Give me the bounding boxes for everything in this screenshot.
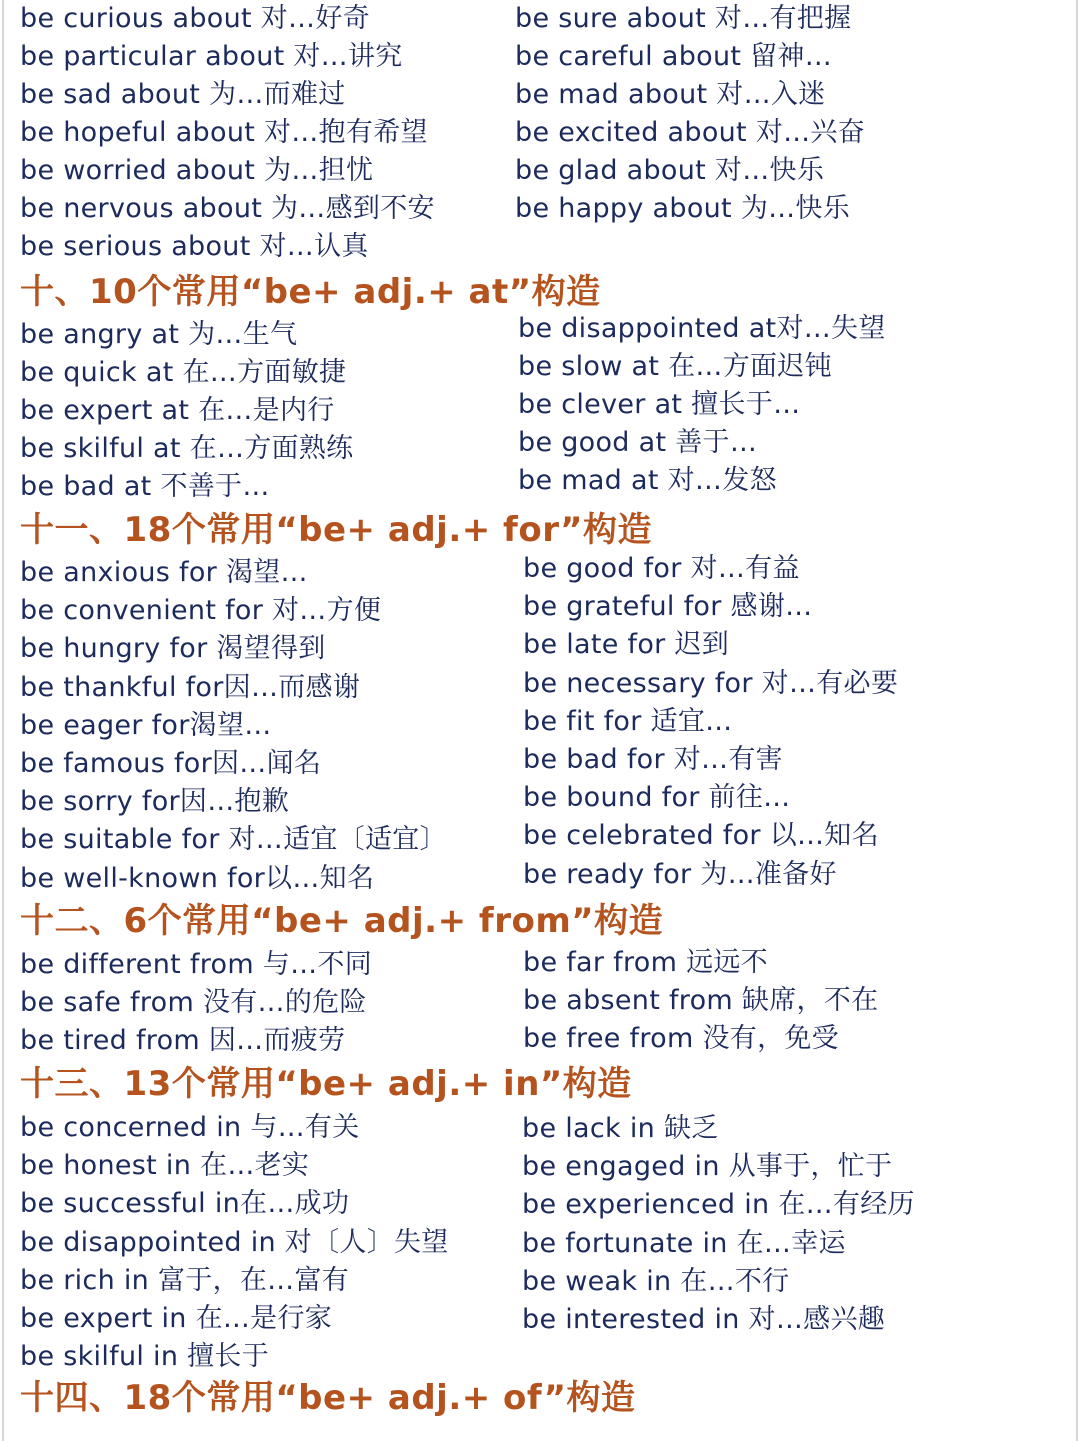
- phrase-entry: be honest in 在…老实: [20, 1150, 310, 1182]
- phrase-entry: be expert in 在…是行家: [20, 1303, 333, 1335]
- phrase-entry: be quick at 在…方面敏捷: [20, 357, 347, 388]
- phrase-entry: be interested in 对…感兴趣: [522, 1304, 886, 1336]
- phrase-entry: be mad at 对…发怒: [518, 465, 777, 496]
- phrase-entry: be bad for 对…有害: [523, 744, 783, 776]
- phrase-entry: be mad about 对…入迷: [515, 79, 826, 110]
- phrase-entry: be good at 善于…: [518, 427, 758, 458]
- from-right-column: [523, 944, 878, 1058]
- in-right-column: [522, 1110, 915, 1339]
- for-right-column: [523, 550, 898, 894]
- phrase-entry: be successful in在…成功: [20, 1188, 350, 1220]
- phrase-entry: be absent from 缺席，不在: [523, 985, 879, 1016]
- phrase-entry: be careful about 留神…: [515, 41, 833, 72]
- phrase-entry: be eager for渴望…: [20, 709, 272, 741]
- phrase-entry: be disappointed at对…失望: [518, 313, 886, 344]
- phrase-entry: be lack in 缺乏: [522, 1113, 719, 1144]
- phrase-entry: be expert at 在…是内行: [20, 395, 335, 426]
- phrase-entry: be well-known for以…知名: [20, 862, 375, 894]
- phrase-entry: be fortunate in 在…幸运: [522, 1227, 846, 1259]
- phrase-entry: be rich in 富于，在…富有: [20, 1264, 350, 1296]
- phrase-entry: be free from 没有，免受: [523, 1023, 839, 1054]
- phrase-entry: be safe from 没有…的危险: [20, 987, 367, 1018]
- phrase-entry: be different from 与…不同: [20, 949, 373, 980]
- phrase-entry: be glad about 对…快乐: [515, 155, 825, 186]
- for-left-column: [20, 554, 447, 898]
- phrase-entry: be thankful for因…而感谢: [20, 671, 361, 703]
- phrase-entry: be convenient for 对…方便: [20, 595, 382, 627]
- phrase-entry: be engaged in 从事于，忙于: [522, 1151, 893, 1183]
- phrase-entry: be sorry for因…抱歉: [20, 786, 290, 818]
- section-heading-of: 十四、18个常用“be+ adj.+ of”构造: [20, 1378, 636, 1418]
- phrase-entry: be particular about 对…讲究: [20, 41, 403, 72]
- at-right-column: [518, 310, 886, 500]
- phrase-entry: be celebrated for 以…知名: [523, 820, 879, 852]
- at-left-column: [20, 316, 353, 506]
- phrase-entry: be sure about 对…有把握: [515, 3, 852, 34]
- in-left-column: [20, 1109, 449, 1376]
- phrase-entry: be tired from 因…而疲劳: [20, 1025, 346, 1056]
- phrase-entry: be serious about 对…认真: [20, 231, 369, 262]
- phrase-entry: be weak in 在…不行: [522, 1265, 790, 1297]
- phrase-entry: be famous for因…闻名: [20, 748, 322, 780]
- phrase-entry: be anxious for 渴望…: [20, 557, 308, 588]
- section-heading-in: 十三、13个常用“be+ adj.+ in”构造: [20, 1064, 632, 1104]
- phrase-entry: be bound for 前往…: [523, 782, 791, 814]
- section-heading-from: 十二、6个常用“be+ adj.+ from”构造: [20, 901, 664, 941]
- phrase-entry: be grateful for 感谢…: [523, 591, 813, 623]
- phrase-entry: be good for 对…有益: [523, 553, 800, 584]
- phrase-entry: be hungry for 渴望得到: [20, 633, 326, 665]
- about-left-column: [20, 0, 435, 266]
- phrase-entry: be hopeful about 对…抱有希望: [20, 117, 428, 148]
- phrase-entry: be experienced in 在…有经历: [522, 1189, 915, 1221]
- section-heading-for: 十一、18个常用“be+ adj.+ for”构造: [20, 510, 652, 550]
- phrase-entry: be ready for 为…准备好: [523, 858, 837, 890]
- section-heading-at: 十、10个常用“be+ adj.+ at”构造: [20, 272, 601, 312]
- phrase-entry: be worried about 为…担忧: [20, 155, 374, 186]
- from-left-column: [20, 946, 372, 1060]
- phrase-entry: be suitable for 对…适宜〔适宜〕: [20, 824, 447, 856]
- phrase-entry: be concerned in 与…有关: [20, 1112, 360, 1143]
- phrase-entry: be nervous about 为…感到不安: [20, 193, 435, 224]
- phrase-entry: be late for 迟到: [523, 629, 730, 661]
- phrase-entry: be happy about 为…快乐: [515, 193, 851, 224]
- phrase-entry: be excited about 对…兴奋: [515, 117, 866, 148]
- phrase-entry: be sad about 为…而难过: [20, 79, 346, 110]
- phrase-entry: be skilful in 擅长于: [20, 1341, 270, 1373]
- phrase-entry: be disappointed in 对〔人〕失望: [20, 1226, 449, 1258]
- phrase-entry: be necessary for 对…有必要: [523, 667, 899, 699]
- phrase-entry: be bad at 不善于…: [20, 471, 270, 502]
- phrase-entry: be fit for 适宜…: [523, 705, 733, 737]
- phrase-entry: be far from 远远不: [523, 947, 768, 978]
- phrase-entry: be angry at 为…生气: [20, 319, 298, 350]
- phrase-entry: be curious about 对…好奇: [20, 3, 370, 34]
- phrase-entry: be slow at 在…方面迟钝: [518, 351, 832, 382]
- phrase-entry: be clever at 擅长于…: [518, 389, 801, 420]
- about-right-column: [515, 0, 865, 228]
- phrase-entry: be skilful at 在…方面熟练: [20, 433, 354, 464]
